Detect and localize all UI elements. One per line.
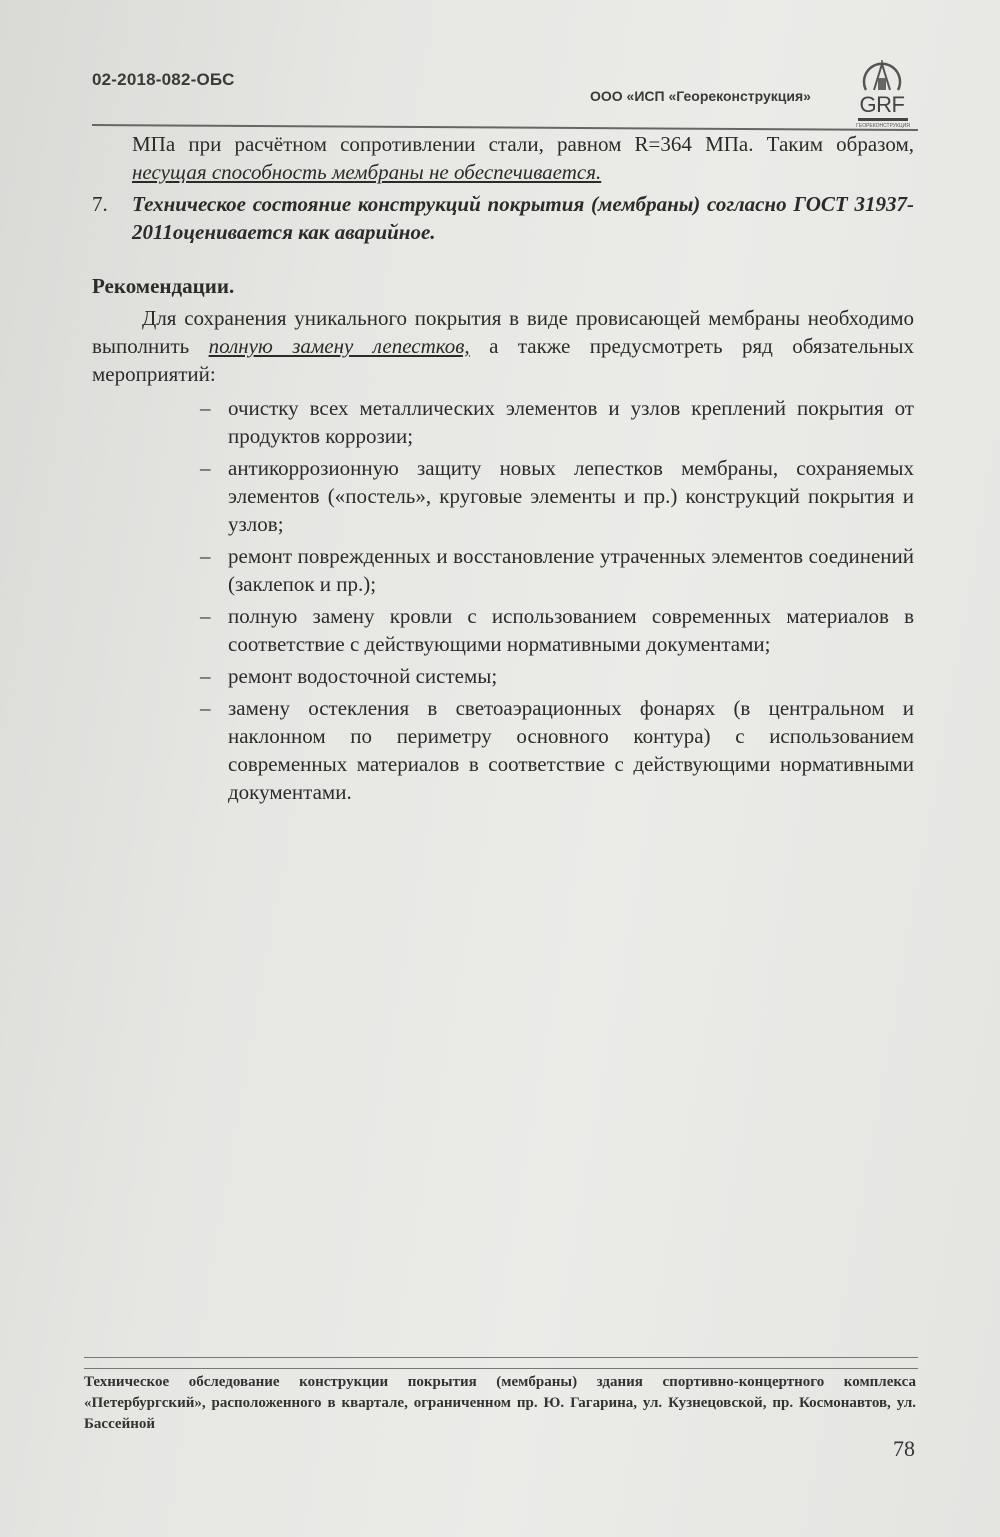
list-dash: – — [200, 664, 211, 688]
intro-underlined-text: полную замену лепестков, — [208, 334, 470, 358]
list-item — [92, 394, 914, 450]
item-number: 7. — [92, 192, 108, 216]
footer-title: Техническое обследование конструкции покрытия (мембраны) здания спортивно-концертного комплекса «Петербургский», расположенного в квартале, ограниченном пр. Ю. Гагарина, ул. Кузнецовской, пр. Космонавтов, ул. Бассейной — [84, 1374, 916, 1432]
recommendations-intro — [92, 304, 914, 388]
logo-text: GRF — [859, 92, 905, 117]
list-item-text: антикоррозионную защиту новых лепестков мембраны, сохраняемых элементов («постель», круговые элементы и пр.) конструкций покрытия и узлов; — [228, 456, 914, 536]
continuation-paragraph — [92, 130, 914, 186]
recommendations-heading: Рекомендации. — [92, 274, 235, 298]
list-item — [92, 602, 914, 658]
intro-text-end: а также предусмотреть ряд обязательных мероприятий: — [92, 334, 914, 386]
logo-underline — [858, 118, 908, 121]
company-name: ООО «ИСП «Геореконструкция» — [590, 88, 811, 104]
list-item-text: очистку всех металлических элементов и узлов креплений покрытия от продуктов коррозии; — [228, 396, 914, 448]
company-logo — [852, 56, 912, 134]
logo-subtext: ГЕОРЕКОНСТРУКЦИЯ — [856, 123, 910, 129]
list-dash: – — [200, 604, 211, 628]
footer-divider-bottom — [84, 1368, 918, 1369]
recommendations-list — [92, 394, 914, 806]
list-dash: – — [200, 396, 211, 420]
page-number: 78 — [893, 1436, 915, 1461]
logo-emblem-icon — [852, 56, 912, 96]
list-item-text: полную замену кровли с использованием современных материалов в соответствие с действующими нормативными документами; — [228, 604, 914, 656]
list-item — [92, 694, 914, 806]
continuation-underlined-text: несущая способность мембраны не обеспечивается. — [132, 160, 602, 184]
list-dash: – — [200, 544, 211, 568]
list-item — [92, 454, 914, 538]
continuation-text: МПа при расчётном сопротивлении стали, равном R=364 МПа. Таким образом, — [132, 132, 914, 156]
list-item-text: замену остекления в светоаэрационных фонарях (в центральном и наклонном по периметру основного контура) с использованием современных материалов в соответствие с действующими нормативными документами. — [228, 696, 914, 804]
item-text: Техническое состояние конструкций покрытия (мембраны) согласно ГОСТ 31937-2011оценивается как аварийное. — [132, 192, 914, 244]
conclusion-item-7 — [92, 190, 914, 246]
document-code: 02-2018-082-ОБС — [92, 70, 235, 89]
footer-divider-top — [84, 1357, 918, 1358]
main-content — [92, 130, 914, 810]
list-item — [92, 542, 914, 598]
list-item-text: ремонт поврежденных и восстановление утраченных элементов соединений (заклепок и пр.); — [228, 544, 914, 596]
list-dash: – — [200, 696, 211, 720]
list-dash: – — [200, 456, 211, 480]
list-item-text: ремонт водосточной системы; — [228, 664, 498, 688]
intro-text: Для сохранения уникального покрытия в виде провисающей мембраны необходимо выполнить — [92, 306, 914, 358]
list-item — [92, 662, 914, 690]
